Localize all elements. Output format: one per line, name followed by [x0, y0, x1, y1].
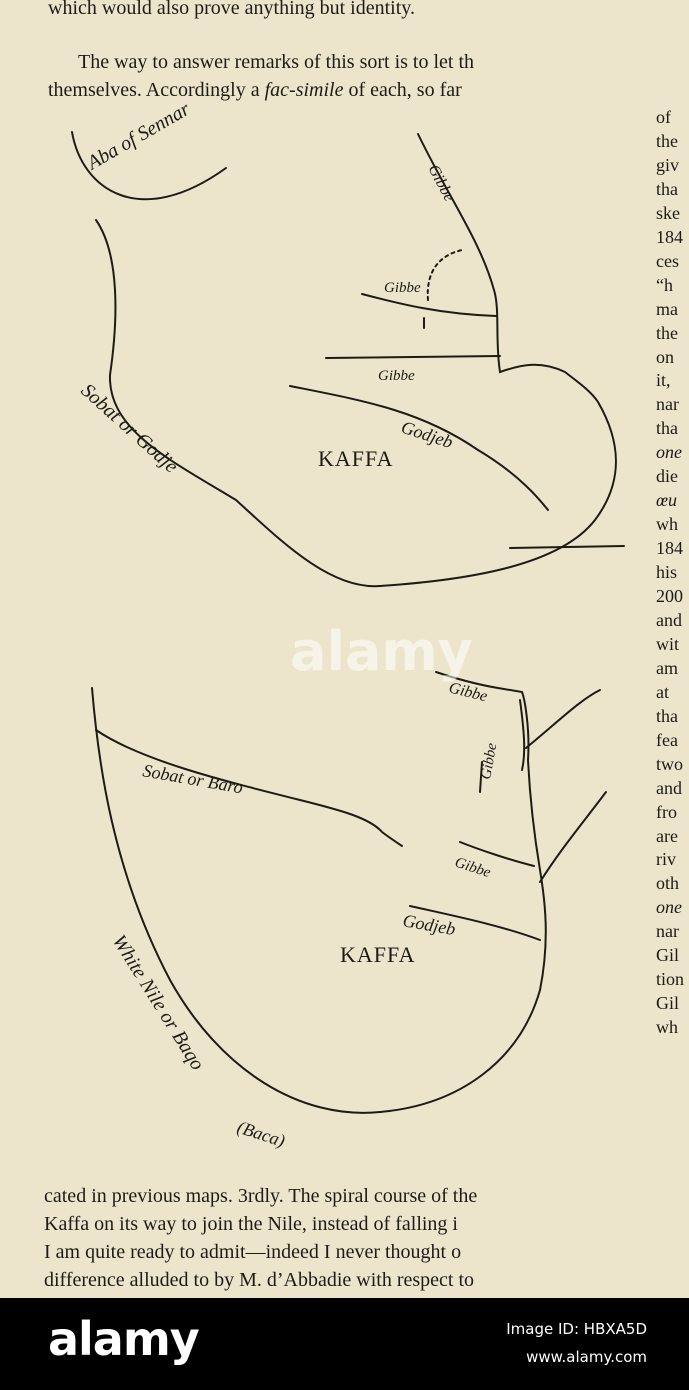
right-column-fragment: the — [656, 130, 678, 151]
right-column-fragment: wh — [656, 514, 678, 535]
footer-site: www.alamy.com — [526, 1348, 647, 1366]
right-column-fragment: one — [656, 442, 682, 463]
map1-label-gibbe-low: Gibbe — [378, 368, 415, 384]
right-column-fragment: am — [656, 657, 678, 678]
right-column-fragment: fea — [656, 729, 678, 750]
text-bottom-2: I am quite ready to admit—indeed I never thought o — [44, 1241, 462, 1263]
text-bottom-1: Kaffa on its way to join the Nile, instead of falling i — [44, 1213, 458, 1235]
right-column-fragment: ske — [656, 202, 680, 223]
right-column-fragment: his — [656, 562, 678, 583]
map2-label-gibbe-mid: Gibbe — [452, 854, 493, 882]
right-column-fragment: giv — [656, 154, 680, 175]
right-column-fragment: 200 — [656, 586, 683, 606]
map1-label-gibbe-top: Gibbe — [424, 161, 458, 205]
right-column-fragment: ma — [656, 298, 678, 319]
text-line-2-a: themselves. Accordingly a — [48, 79, 265, 101]
right-column-fragment: 184 — [656, 226, 683, 247]
right-column-fragment: nar — [656, 394, 679, 415]
text-line-1: The way to answer remarks of this sort is to let th — [78, 51, 475, 73]
right-column-fragment: two — [656, 753, 683, 774]
right-column-fragment: and — [656, 777, 682, 798]
right-column-fragment: Gil — [656, 993, 680, 1014]
map2-sobat-river — [96, 730, 402, 846]
map2-label-baca: (Baca) — [234, 1116, 288, 1151]
map2-east-line-lower — [540, 792, 606, 882]
map1-label-godjeb: Godjeb — [398, 416, 456, 453]
map2-vertical-stub-2 — [520, 700, 524, 770]
map2-label-godjeb: Godjeb — [401, 910, 457, 940]
right-column-fragment: oth — [656, 873, 680, 894]
text-bottom-3: difference alluded to by M. d’Abbadie with respect to — [44, 1269, 475, 1291]
right-column-fragment: it, — [656, 370, 671, 391]
right-column-fragment: are — [656, 825, 678, 846]
right-column-fragment: wit — [656, 633, 680, 654]
right-column-fragment: 184 — [656, 538, 683, 559]
map1-label-kaffa: KAFFA — [318, 446, 394, 471]
text-line-0: which would also prove anything but identity. — [48, 0, 415, 19]
map2-label-gibbe-vert: Gibbe — [478, 741, 501, 781]
map2-label-sobat: Sobat or Baro — [141, 760, 245, 798]
right-column-fragment: the — [656, 322, 678, 343]
right-column-fragment: fro — [656, 801, 677, 822]
map2-label-kaffa: KAFFA — [340, 942, 416, 967]
text-line-2-b: of each, so far — [343, 79, 462, 101]
right-column-fragment: tha — [656, 705, 678, 726]
map1-label-sobat: Sobat or Godje — [76, 379, 183, 478]
map2-label-gibbe-top: Gibbe — [447, 679, 490, 706]
right-column-fragment: wh — [656, 1017, 678, 1038]
right-column-fragment: die — [656, 466, 678, 487]
right-column-fragment: and — [656, 609, 682, 630]
right-column-fragment: on — [656, 346, 674, 367]
right-column-fragment: of — [656, 107, 671, 127]
footer-brand-logo: alamy — [48, 1312, 199, 1366]
right-column-fragment: tion — [656, 969, 685, 990]
right-column-fragment: one — [656, 897, 682, 918]
map1-label-gibbe-mid: Gibbe — [384, 280, 421, 296]
right-column-fragment: tha — [656, 178, 678, 199]
map2-label-white-nile: White Nile or Baqo — [107, 930, 209, 1075]
right-column-fragment: œu — [656, 490, 678, 511]
watermark: alamy — [290, 620, 473, 683]
text-line-2-em: fac-simile — [264, 79, 344, 101]
right-column-fragment: riv — [656, 849, 676, 870]
footer-image-id: Image ID: HBXA5D — [506, 1320, 647, 1338]
right-column-fragment: “h — [656, 274, 673, 295]
right-column-fragment: tha — [656, 418, 678, 439]
right-column-fragment: Gil — [656, 945, 680, 966]
right-column-fragment: at — [656, 681, 669, 702]
map1-label-aba: Aba of Sennar — [83, 98, 194, 175]
map2-east-line-upper — [526, 690, 600, 748]
stock-footer — [0, 1298, 689, 1390]
text-bottom-0: cated in previous maps. 3rdly. The spiral course of the — [44, 1185, 478, 1207]
right-column-fragment: nar — [656, 921, 679, 942]
map2-white-nile-outline — [92, 688, 546, 1113]
right-column-fragment: ces — [656, 250, 679, 271]
